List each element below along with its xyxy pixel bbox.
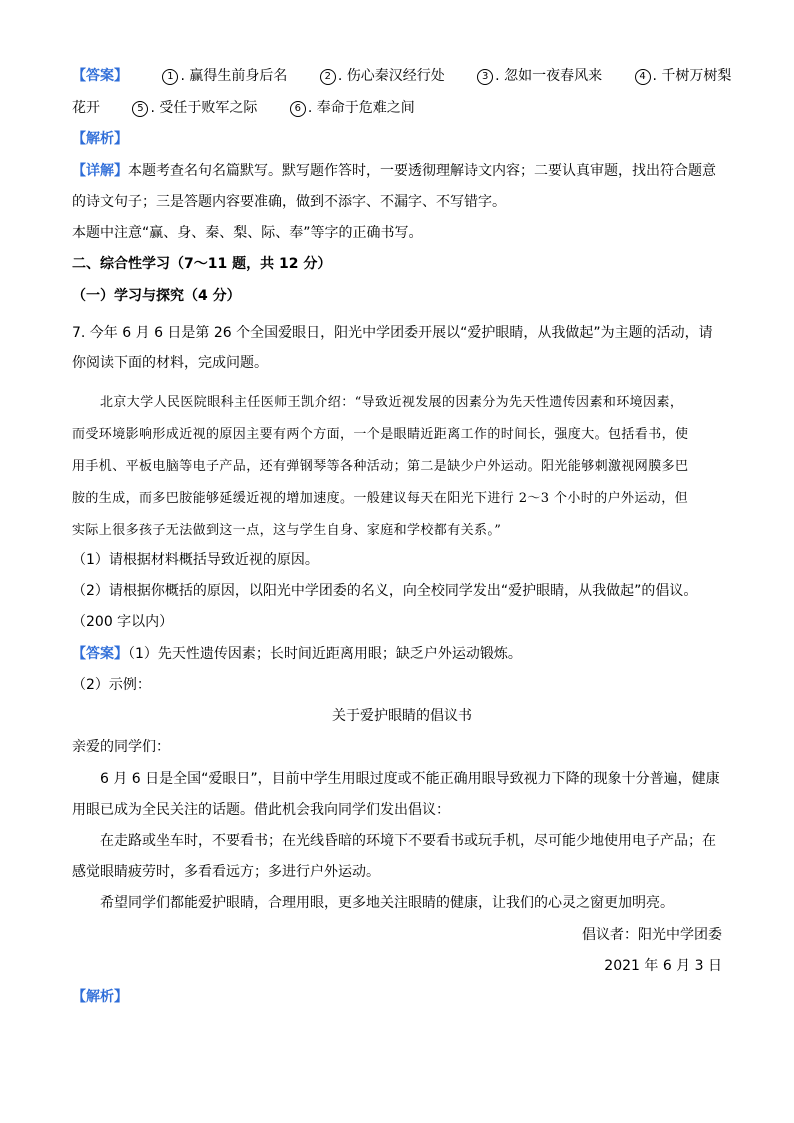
letter-signature: 倡议者：阳光中学团委 [582, 927, 722, 943]
letter-title: 关于爱护眼睛的倡议书 [332, 708, 472, 724]
letter-greeting: 亲爱的同学们： [72, 739, 170, 755]
quote-line-4: 胺的生成，而多巴胺能够延缓近视的增加速度。一般建议每天在阳光下进行 2～3 个小时的户外运动，但 [72, 491, 689, 506]
section-subheading: （一）学习与探究（4 分） [72, 288, 241, 304]
answer-2-label: （2）示例： [72, 677, 151, 693]
quote-line-1: 北京大学人民医院眼科主任医师王凯介绍：“导致近视发展的因素分为先天性遗传因素和环境因素， [100, 395, 684, 410]
detail-line-2: 的诗文句子；三是答题内容要准确，做到不添字、不漏字、不写错字。 [72, 194, 506, 210]
answer-item-4: 4 . 千树万树梨 [635, 68, 732, 84]
question-7-line-1: 7. 今年 6 月 6 日是第 26 个全国爱眼日，阳光中学团委开展以“爱护眼睛，从我做起”为主题的活动，请 [72, 325, 713, 341]
answer-item-3: 3 . 忽如一夜春风来 [477, 68, 602, 84]
answer-line-1 [72, 66, 732, 86]
sub-question-2-note: （200 字以内） [72, 614, 174, 630]
answer-line-2: 花开 5 . 受任于败军之际 6 . 奉命于危难之间 [72, 100, 415, 116]
answer-1-line: 【答案】（1）先天性遗传因素；长时间近距离用眼；缺乏户外运动锻炼。 [72, 646, 522, 662]
detail-tag: 【详解】 [72, 163, 128, 179]
detail-line-1: 【详解】本题考查名句名篇默写。默写题作答时，一要透彻理解诗文内容；二要认真审题，找出符合题意 [72, 163, 716, 179]
question-7-line-2: 你阅读下面的材料，完成问题。 [72, 355, 268, 371]
letter-para-3: 希望同学们都能爱护眼睛，合理用眼，更多地关注眼睛的健康，让我们的心灵之窗更加明亮。 [100, 895, 674, 911]
sub-question-1: （1）请根据材料概括导致近视的原因。 [72, 552, 319, 568]
analysis-tag-2: 【解析】 [72, 989, 128, 1005]
answer-item-6: 6 . 奉命于危难之间 [290, 100, 415, 116]
letter-para-2-line-1: 在走路或坐车时，不要看书；在光线昏暗的环境下不要看书或玩手机，尽可能少地使用电子产品；在 [100, 833, 716, 849]
answer-tag-2: 【答案】 [72, 646, 128, 662]
letter-para-2-line-2: 感觉眼睛疲劳时，多看看远方；多进行户外运动。 [72, 864, 380, 880]
answer-tag: 【答案】 [72, 68, 128, 84]
letter-para-1-line-2: 用眼已成为全民关注的话题。借此机会我向同学们发出倡议： [72, 802, 450, 818]
answer-item-1: 1 . 赢得生前身后名 [162, 68, 287, 84]
section-heading: 二、综合性学习（7～11 题，共 12 分） [72, 256, 332, 272]
quote-line-2: 而受环境影响形成近视的原因主要有两个方面，一个是眼睛近距离工作的时间长，强度大。包括看书，使 [72, 427, 689, 442]
quote-line-3: 用手机、平板电脑等电子产品，还有弹钢琴等各种活动；第二是缺少户外运动。阳光能够刺激视网膜多巴 [72, 459, 689, 474]
answer-item-5: 5 . 受任于败军之际 [132, 100, 257, 116]
letter-para-1-line-1: 6 月 6 日是全国“爱眼日”，目前中学生用眼过度或不能正确用眼导致视力下降的现象十分普遍，健康 [100, 771, 720, 787]
quote-line-5: 实际上很多孩子无法做到这一点，这与学生自身、家庭和学校都有关系。” [72, 523, 502, 538]
analysis-tag-1: 【解析】 [72, 131, 128, 147]
detail-line-3: 本题中注意“赢、身、秦、梨、际、奉”等字的正确书写。 [72, 225, 423, 241]
sub-question-2: （2）请根据你概括的原因，以阳光中学团委的名义，向全校同学发出“爱护眼睛，从我做起”的倡议。 [72, 583, 698, 599]
letter-date: 2021 年 6 月 3 日 [604, 958, 722, 974]
answer-item-2: 2 . 伤心秦汉经行处 [320, 68, 445, 84]
